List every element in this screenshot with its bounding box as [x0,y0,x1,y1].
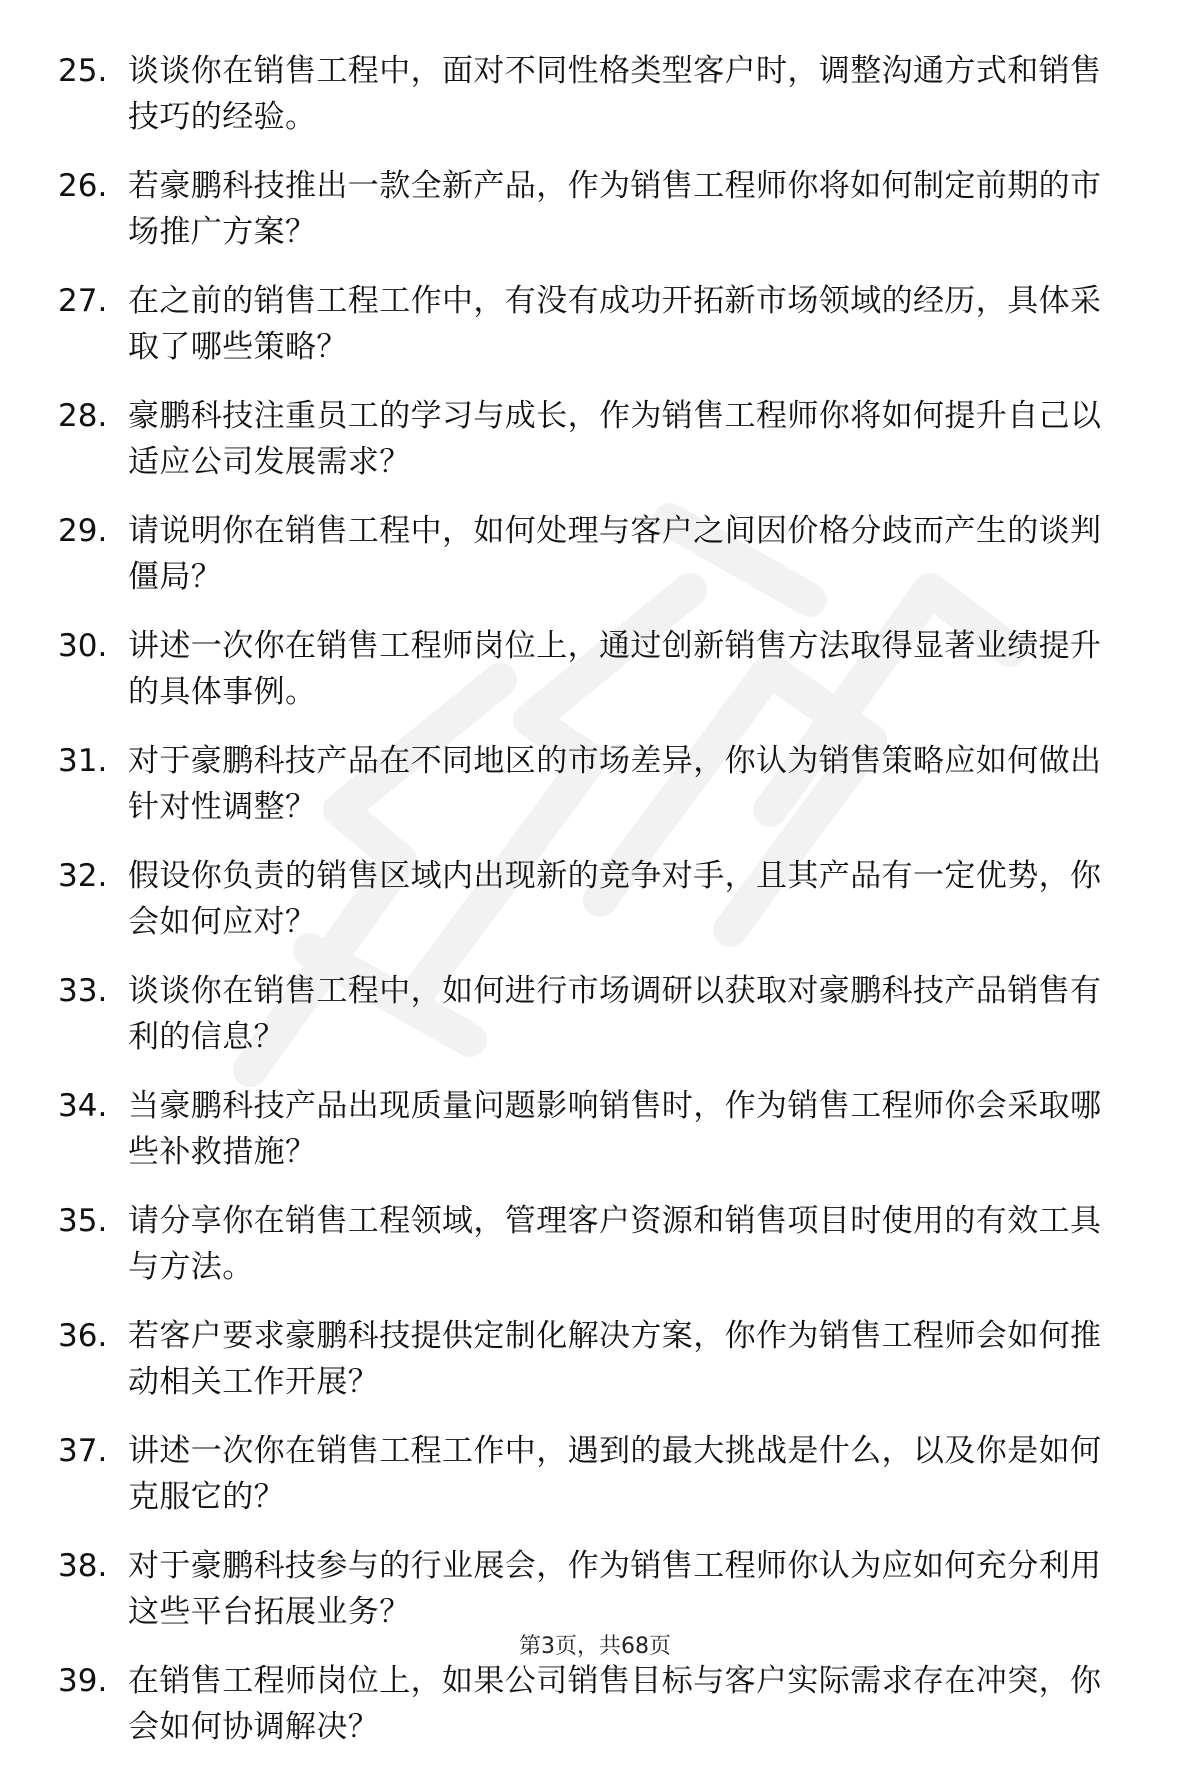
question-text: 当豪鹏科技产品出现质量问题影响销售时，作为销售工程师你会采取哪些补救措施？ [128,1088,1102,1170]
question-item [58,853,1118,945]
question-item [58,623,1118,715]
question-text: 请分享你在销售工程领域，管理客户资源和销售项目时使用的有效工具与方法。 [128,1203,1102,1285]
question-item [58,1083,1118,1175]
question-item [58,1313,1118,1405]
question-number: 28. [58,398,108,434]
question-text: 对于豪鹏科技产品在不同地区的市场差异，你认为销售策略应如何做出针对性调整？ [128,743,1102,825]
question-number: 30. [58,628,108,664]
question-item [58,508,1118,600]
question-number: 33. [58,973,108,1009]
question-text: 若豪鹏科技推出一款全新产品，作为销售工程师你将如何制定前期的市场推广方案？ [128,168,1102,250]
question-text: 在之前的销售工程工作中，有没有成功开拓新市场领域的经历，具体采取了哪些策略？ [128,283,1102,365]
question-text: 讲述一次你在销售工程师岗位上，通过创新销售方法取得显著业绩提升的具体事例。 [128,628,1102,710]
question-text: 豪鹏科技注重员工的学习与成长，作为销售工程师你将如何提升自己以适应公司发展需求？ [128,398,1102,480]
question-number: 37. [58,1433,108,1469]
question-text: 假设你负责的销售区域内出现新的竞争对手，且其产品有一定优势，你会如何应对？ [128,858,1102,940]
question-number: 34. [58,1088,108,1124]
question-item [58,1198,1118,1290]
question-item [58,1658,1118,1750]
question-item [58,738,1118,830]
question-text: 请说明你在销售工程中，如何处理与客户之间因价格分歧而产生的谈判僵局？ [128,513,1102,595]
question-number: 31. [58,743,108,779]
page-number-footer: 第3页，共68页 [519,1634,671,1659]
question-number: 27. [58,283,108,319]
question-number: 29. [58,513,108,549]
question-text: 对于豪鹏科技参与的行业展会，作为销售工程师你认为应如何充分利用这些平台拓展业务？ [128,1548,1102,1630]
question-text: 谈谈你在销售工程中，面对不同性格类型客户时，调整沟通方式和销售技巧的经验。 [128,53,1102,135]
question-item [58,163,1118,255]
question-item [58,1543,1118,1635]
question-text: 若客户要求豪鹏科技提供定制化解决方案，你作为销售工程师会如何推动相关工作开展？ [128,1318,1102,1400]
question-text: 在销售工程师岗位上，如果公司销售目标与客户实际需求存在冲突，你会如何协调解决？ [128,1663,1102,1745]
question-number: 39. [58,1663,108,1699]
question-number: 35. [58,1203,108,1239]
question-item [58,1428,1118,1520]
question-text: 谈谈你在销售工程中，如何进行市场调研以获取对豪鹏科技产品销售有利的信息？ [128,973,1102,1055]
question-item [58,278,1118,370]
question-item [58,968,1118,1060]
question-item [58,393,1118,485]
question-number: 26. [58,168,108,204]
question-item [58,48,1118,140]
question-number: 25. [58,53,108,89]
question-number: 36. [58,1318,108,1354]
question-text: 讲述一次你在销售工程工作中，遇到的最大挑战是什么，以及你是如何克服它的？ [128,1433,1102,1515]
question-number: 32. [58,858,108,894]
question-list [58,48,1118,1773]
question-number: 38. [58,1548,108,1584]
